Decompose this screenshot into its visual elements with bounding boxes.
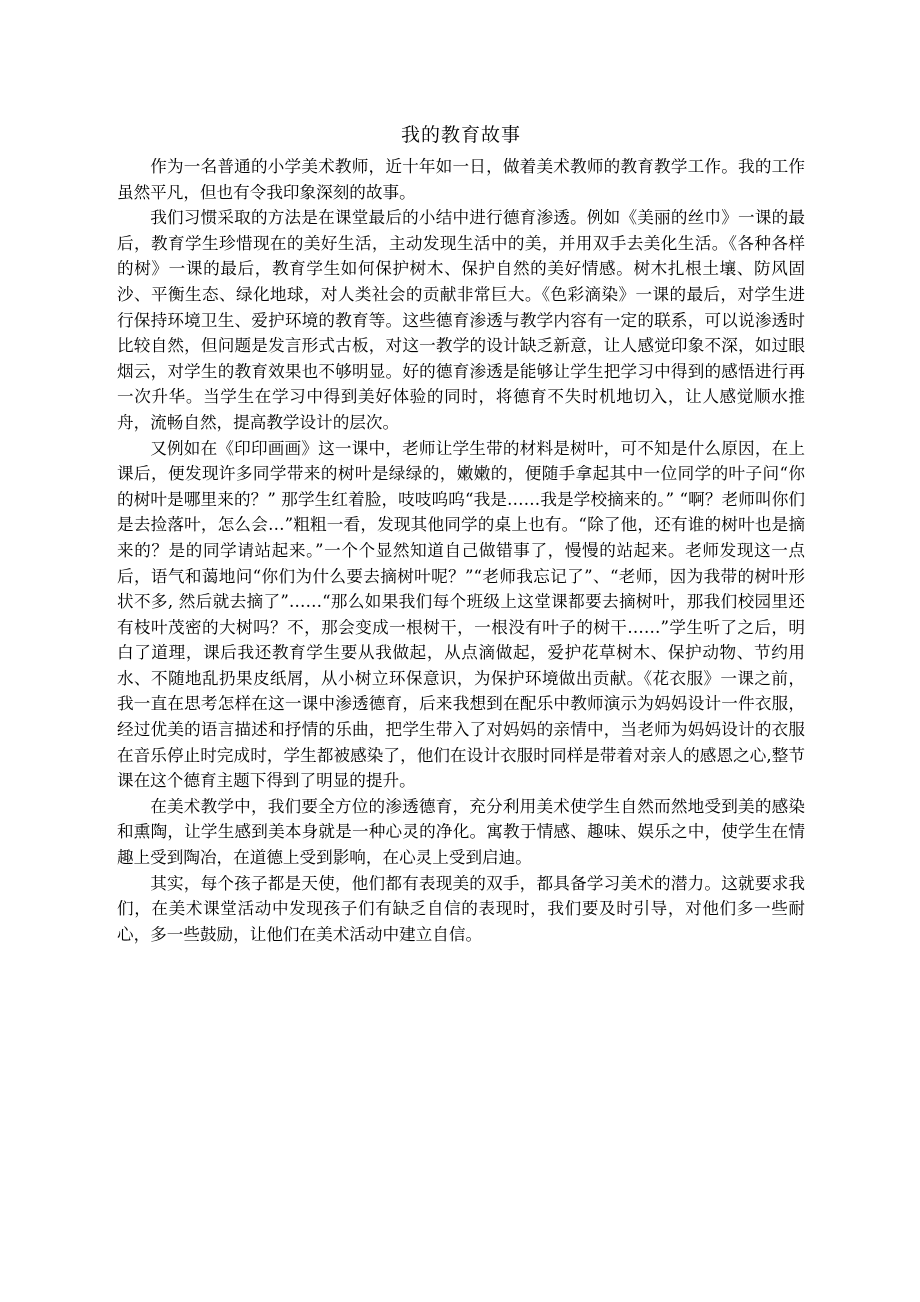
paragraph-leaf-story: 又例如在《印印画画》这一课中，老师让学生带的材料是树叶，可不知是什么原因，在上课后，便发现许多同学带来的树叶是绿绿的，嫩嫩的，便随手拿起其中一位同学的叶子问“你的树叶是哪里来的？” 那学生红着脸，吱吱呜呜“我是……我是学校摘来的。” “啊？老师叫你们是去捡落叶，怎么会…”粗粗一看，发现其他同学的桌上也有。“除了他，还有谁的树叶也是摘来的？是的同学请站起来。”一个个显然知道自己做错事了，慢慢的站起来。老师发现这一点后，语气和蔼地问“你们为什么要去摘树叶呢？”“老师我忘记了”、“老师，因为我带的树叶形状不多, 然后就去摘了”……“那么如果我们每个班级上这堂课都要去摘树叶，那我们校园里还有枝叶茂密的大树吗？不，那会变成一根树干，一根没有叶子的树干……”学生听了之后，明白了道理，课后我还教育学生要从我做起，从点滴做起，爱护花草树木、保护动物、节约用水、不随地乱扔果皮纸屑，从小树立环保意识，为保护环境做出贡献。《花衣服》一课之前，我一直在思考怎样在这一课中渗透德育，后来我想到在配乐中教师演示为妈妈设计一件衣服，经过优美的语言描述和抒情的乐曲，把学生带入了对妈妈的亲情中，当老师为妈妈设计的衣服在音乐停止时完成时，学生都被感染了，他们在设计衣服时同样是带着对亲人的感恩之心,整节课在这个德育主题下得到了明显的提升。	[117, 438, 805, 791]
paragraph-art-teaching: 在美术教学中，我们要全方位的渗透德育，充分利用美术使学生自然而然地受到美的感染和熏陶，让学生感到美本身就是一种心灵的净化。寓教于情感、趣味、娱乐之中，使学生在情趣上受到陶冶，在道德上受到影响，在心灵上受到启迪。	[117, 796, 805, 868]
document-page	[117, 122, 805, 947]
paragraph-moral-education-method: 我们习惯采取的方法是在课堂最后的小结中进行德育渗透。例如《美丽的丝巾》一课的最后，教育学生珍惜现在的美好生活，主动发现生活中的美，并用双手去美化生活。《各种各样的树》一课的最后，教育学生如何保护树木、保护自然的美好情感。树木扎根土壤、防风固沙、平衡生态、绿化地球，对人类社会的贡献非常巨大。《色彩滴染》一课的最后，对学生进行保持环境卫生、爱护环境的教育等。这些德育渗透与教学内容有一定的联系，可以说渗透时比较自然，但问题是发言形式古板，对这一教学的设计缺乏新意，让人感觉印象不深，如过眼烟云，对学生的教育效果也不够明显。好的德育渗透是能够让学生把学习中得到的感悟进行再一次升华。当学生在学习中得到美好体验的同时，将德育不失时机地切入，让人感觉顺水推舟，流畅自然，提高教学设计的层次。	[117, 208, 805, 432]
document-title: 我的教育故事	[400, 124, 521, 146]
paragraph-conclusion: 其实，每个孩子都是天使，他们都有表现美的双手，都具备学习美术的潜力。这就要求我们，在美术课堂活动中发现孩子们有缺乏自信的表现时，我们要及时引导，对他们多一些耐心，多一些鼓励，让他们在美术活动中建立自信。	[117, 873, 805, 944]
paragraph-intro: 作为一名普通的小学美术教师，近十年如一日，做着美术教师的教育教学工作。我的工作虽然平凡，但也有令我印象深刻的故事。	[117, 157, 805, 202]
